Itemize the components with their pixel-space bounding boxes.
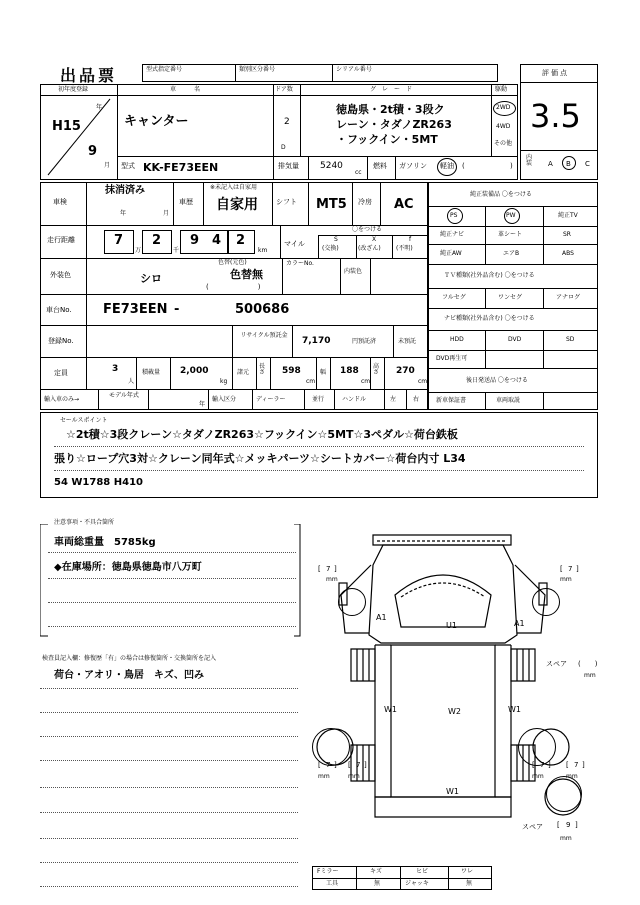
footer-jack: ジャッキ — [405, 880, 429, 887]
mark-x: X — [372, 236, 377, 243]
mileage-digit-4: 4 — [212, 233, 222, 248]
mileage-sen: 千 — [173, 247, 180, 254]
history-note: ※未記入は自家用 — [210, 184, 258, 191]
footer-scratch: キズ — [370, 868, 382, 875]
sales-points-label: セールスポイント — [60, 417, 108, 424]
type-designation-label: 型式指定番号 — [146, 66, 183, 73]
length-unit: cm — [306, 378, 316, 385]
inspector-label: 検査員記入欄：修復歴「有」の場合は修復箇所・交換箇所を記入 — [42, 655, 217, 662]
option-genuine-aw: 純正AW — [440, 250, 462, 257]
interior-color-label: 内装色 — [344, 268, 363, 275]
tire-rr-mm: mm — [532, 773, 544, 780]
tire-fl-close: ] — [334, 565, 337, 573]
interior-grade-c: C — [585, 160, 590, 168]
option-genuine-navi: 純正ナビ — [440, 231, 465, 238]
tire-rl2-mm: mm — [348, 773, 360, 780]
spare-top-paren: ( ) — [578, 660, 598, 668]
handle-label: ハンドル — [342, 396, 367, 403]
mile-label: マイル — [284, 240, 305, 248]
import-dealer: ディーラー — [256, 396, 286, 403]
mileage-man: 万 — [135, 247, 142, 254]
doors-suffix: D — [281, 144, 286, 151]
capacity-label: 定員 — [54, 369, 68, 377]
chassis-prefix: FE73EEN — [103, 302, 168, 317]
car-name-value: キャンター — [124, 114, 189, 129]
tv-fullseg: フルセグ — [442, 294, 466, 301]
doors-value: 2 — [284, 117, 290, 127]
damage-u1: U1 — [446, 621, 457, 630]
spare-bottom-open: [ — [557, 821, 560, 829]
spare-bottom-mm: mm — [560, 835, 572, 842]
mileage-digit-1: 7 — [114, 233, 124, 248]
option-abs: ABS — [562, 250, 574, 257]
ac-value: AC — [394, 197, 414, 212]
mileage-digit-2: 2 — [152, 233, 162, 248]
option-ps: PS — [450, 212, 458, 219]
footer-none-2: 無 — [466, 880, 473, 887]
length-label: 長さ — [259, 363, 266, 376]
recycle-label: リサイクル預託金 — [240, 332, 288, 339]
length-value: 598 — [282, 366, 301, 376]
spare-tire-circle — [546, 773, 582, 812]
mark-s-desc: (交換) — [322, 245, 339, 252]
mileage-digit-3: 9 — [190, 233, 200, 248]
option-genuine-tv: 純正TV — [558, 212, 578, 219]
ac-label: 冷房 — [358, 198, 372, 206]
navi-hdd: HDD — [450, 336, 464, 343]
mark-note: 〇をつける — [352, 226, 383, 233]
grade-line-3: ・フックイン・5MT — [336, 133, 438, 146]
repaint-value: 色替無 — [230, 268, 263, 281]
after-warranty: 新車保証書 — [436, 397, 467, 404]
mark-f: f — [409, 236, 412, 243]
month-unit: 月 — [104, 162, 111, 169]
serial-label: シリアル番号 — [336, 66, 372, 73]
tire-rr2-open: [ — [566, 761, 569, 769]
damage-w1-right: W1 — [508, 705, 521, 714]
reg-no-label: 登録No. — [48, 337, 74, 345]
drive-label: 駆動 — [495, 86, 508, 93]
doors-label: ドア数 — [275, 86, 293, 93]
model-year-unit: 年 — [199, 401, 206, 408]
handle-right: 右 — [413, 396, 420, 403]
capacity-value: 3 — [112, 364, 119, 374]
tire-fr-mm: mm — [560, 576, 572, 583]
import-type-label: 輸入区分 — [212, 396, 237, 403]
handle-left: 左 — [390, 396, 397, 403]
genuine-options-title: 純正装備品 〇をつける — [470, 191, 532, 198]
interior-grade-a: A — [548, 160, 553, 168]
option-leather: 革シート — [498, 231, 523, 238]
tire-fr-open: [ — [560, 565, 563, 573]
notes-location: ◆在庫場所：徳島県徳島市八万町 — [54, 562, 202, 573]
page-title: 出品票 — [60, 66, 118, 85]
displacement-unit: cc — [355, 169, 362, 176]
spare-top-mm: mm — [584, 672, 596, 679]
tire-rl-open: [ — [318, 761, 321, 769]
fuel-paren-open: ( — [462, 162, 465, 170]
fuel-diesel: 軽油 — [440, 162, 454, 170]
id-header-box — [142, 64, 498, 82]
drive-4wd: 4WD — [496, 123, 511, 130]
width-label: 幅 — [320, 369, 327, 376]
width-unit: cm — [361, 378, 371, 385]
score-value: 3.5 — [530, 97, 581, 135]
mark-s: S — [334, 236, 338, 243]
tire-front-left — [338, 588, 366, 616]
tv-analog: アナログ — [556, 294, 581, 301]
load-unit: kg — [220, 378, 228, 385]
repaint-label: 色替(元色) — [218, 259, 247, 266]
history-label: 車歴 — [179, 198, 193, 206]
tire-rr-open: [ — [532, 761, 535, 769]
tire-rr-depth: 7 — [540, 761, 545, 769]
grade-label: グ レ ー ド — [370, 86, 413, 93]
tire-rl2-open: [ — [348, 761, 351, 769]
first-reg-month: 9 — [88, 144, 98, 159]
after-ship-title: 後日発送品 〇をつける — [466, 377, 528, 384]
tire-rl-mm: mm — [318, 773, 330, 780]
tire-rl2-close: ] — [364, 761, 367, 769]
color-label: 外装色 — [50, 271, 71, 279]
footer-crack: ヒビ — [416, 868, 429, 875]
chassis-dash: - — [174, 302, 180, 317]
damage-a1-left: A1 — [376, 613, 387, 622]
tire-fl-open: [ — [318, 565, 321, 573]
spare-bottom-label: スペア — [522, 823, 543, 831]
sales-line-1: ☆2t積☆3段クレーン☆タダノZR263☆フックイン☆5MT☆3ペダル☆荷台鉄板 — [66, 428, 458, 441]
inspection-year-unit: 年 — [120, 210, 127, 217]
option-pw: PW — [506, 212, 516, 219]
grade-line-1: 徳島県・2t積・3段ク — [336, 103, 445, 116]
chassis-label: 車台No. — [46, 306, 72, 314]
cab-outline — [369, 545, 517, 643]
fuel-gasoline: ガソリン — [399, 162, 427, 170]
car-name-label: 車 名 — [170, 86, 203, 93]
score-label: 評価点 — [542, 69, 569, 77]
tire-fr-close: ] — [576, 565, 579, 573]
tire-rr2-mm: mm — [566, 773, 578, 780]
rear-gate — [375, 797, 511, 817]
model-value: KK-FE73EEN — [143, 161, 219, 174]
fuel-label: 燃料 — [373, 162, 387, 170]
navi-dvd: DVD — [508, 336, 522, 343]
mileage-label: 走行距離 — [47, 236, 75, 244]
grade-line-2: レーン・タダノZR263 — [336, 118, 452, 131]
notes-gvw: 車両総重量 5785kg — [54, 537, 156, 548]
footer-none-1: 無 — [374, 880, 381, 887]
damage-w2: W2 — [448, 707, 461, 716]
inspection-month-unit: 月 — [163, 210, 170, 217]
displacement-label: 排気量 — [278, 162, 299, 170]
front-bumper — [373, 535, 511, 545]
import-parallel: 並行 — [312, 396, 325, 403]
spare-bottom-depth: 9 — [566, 821, 571, 829]
sales-line-2: 張り☆ロープ穴3対☆クレーン同年式☆メッキパーツ☆シートカバー☆荷台内寸 L34 — [54, 452, 466, 465]
model-label: 型式 — [121, 162, 135, 170]
height-value: 270 — [396, 366, 415, 376]
interior-label: 内装 — [526, 154, 533, 167]
first-reg-era: H15 — [52, 119, 81, 134]
tire-fl-mm: mm — [326, 576, 338, 583]
spare-top-label: スペア — [546, 660, 567, 668]
tire-fr-depth: 7 — [568, 565, 573, 573]
category-label: 類別区分番号 — [239, 66, 276, 73]
tv-oneseg: ワンセグ — [498, 294, 523, 301]
option-airbag: エアB — [503, 250, 520, 257]
width-value: 188 — [340, 366, 359, 376]
inspection-value: 抹消済み — [105, 185, 145, 196]
interior-grade-b: B — [566, 160, 571, 168]
color-no-label: カラーNo. — [286, 260, 314, 267]
recycle-unit: 円預託済 — [352, 338, 377, 345]
dims-label: 諸元 — [237, 369, 250, 376]
repaint-paren: ( ) — [206, 283, 261, 291]
dvd-playback: DVD再生可 — [436, 355, 468, 362]
import-label: 輸入車のみ→ — [44, 396, 80, 403]
load-value: 2,000 — [180, 366, 209, 376]
chassis-number: 500686 — [235, 302, 290, 317]
recycle-value: 7,170 — [302, 336, 331, 346]
first-reg-label: 初年度登録 — [58, 86, 89, 93]
shift-value: MT5 — [316, 197, 347, 212]
tire-rl-depth: 7 — [326, 761, 331, 769]
drive-other: その他 — [494, 140, 513, 147]
mileage-km: km — [258, 247, 268, 254]
height-unit: cm — [418, 378, 428, 385]
option-sr: SR — [563, 231, 571, 238]
color-value: シロ — [140, 272, 162, 285]
footer-tools: 工具 — [326, 880, 339, 887]
shift-label: シフト — [276, 198, 297, 206]
tire-rr-close: ] — [548, 761, 551, 769]
tire-rr2-close: ] — [582, 761, 585, 769]
sales-line-3: 54 W1788 H410 — [54, 477, 143, 488]
navi-title: ナビ種類(社外品含む) 〇をつける — [444, 315, 535, 322]
navi-sd: SD — [566, 336, 575, 343]
tire-rr2-depth: 7 — [574, 761, 579, 769]
notes-label: 注意事項・不具合箇所 — [54, 519, 115, 526]
capacity-unit: 人 — [128, 378, 135, 385]
bed-outline — [391, 645, 495, 797]
damage-a1-right: A1 — [514, 619, 525, 628]
inspection-label: 車検 — [53, 198, 67, 206]
damage-w1-bottom: W1 — [446, 787, 459, 796]
damage-w1-left: W1 — [384, 705, 397, 714]
year-unit: 年 — [96, 104, 103, 111]
mark-x-desc: (改ざん) — [358, 245, 381, 252]
tire-rl-close: ] — [334, 761, 337, 769]
model-year-label: モデル年式 — [109, 392, 139, 399]
inspector-note: 荷台・アオリ・鳥居 キズ、凹み — [54, 670, 204, 681]
windshield — [395, 575, 491, 627]
footer-break: ワレ — [461, 868, 474, 875]
mark-f-desc: (不明) — [396, 245, 413, 252]
footer-fmirror: Fミラー — [317, 868, 339, 875]
recycle-unpaid: 未預託 — [398, 338, 417, 345]
spare-bottom-close: ] — [575, 821, 578, 829]
load-label: 積載量 — [142, 369, 161, 376]
history-value: 自家用 — [216, 197, 258, 213]
tire-fl-depth: 7 — [326, 565, 331, 573]
tv-title: ＴＶ種類(社外品含む) 〇をつける — [444, 272, 535, 279]
after-manual: 車両取説 — [496, 397, 521, 404]
drive-2wd: 2WD — [496, 104, 511, 111]
tire-rl2-depth: 7 — [356, 761, 361, 769]
displacement-value: 5240 — [320, 161, 343, 171]
fuel-paren-close: ) — [510, 162, 513, 170]
mileage-digit-5: 2 — [236, 233, 246, 248]
height-label: 高さ — [373, 363, 380, 376]
tire-front-right — [532, 588, 560, 616]
